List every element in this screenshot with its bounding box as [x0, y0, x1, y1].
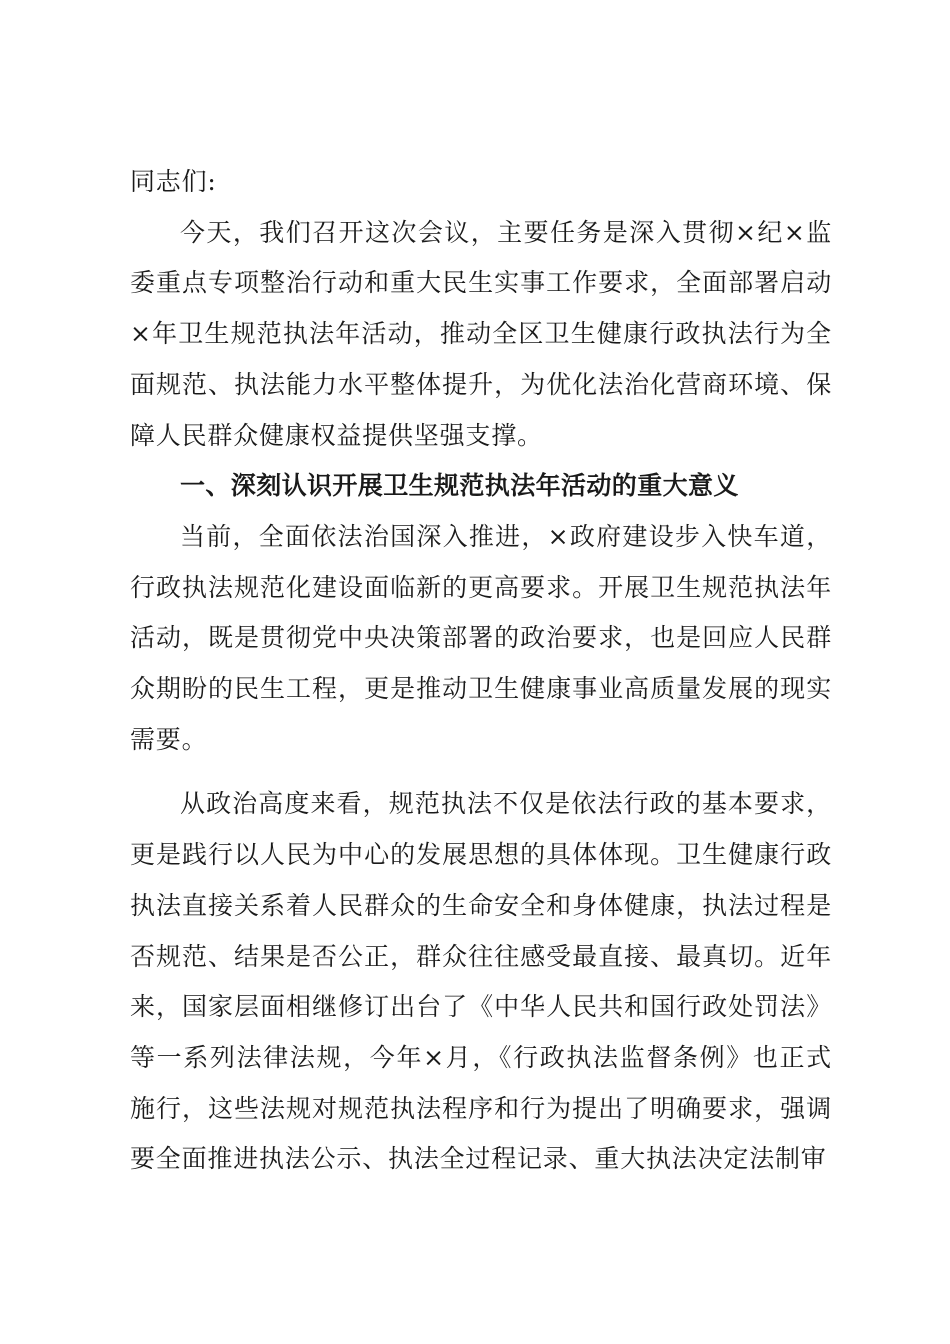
section-paragraph-2: 从政治高度来看，规范执法不仅是依法行政的基本要求，更是践行以人民为中心的发展思想的具体体现。卫生健康行政执法直接关系着人民群众的生命安全和身体健康，执法过程是否规范、结果是否公正，群众往往感受最直接、最真切。近年来，国家层面相继修订出台了《中华人民共和国行政处罚法》等一系列法律法规，今年×月，《行政执法监督条例》也正式施行，这些法规对规范执法程序和行为提出了明确要求，强调要全面推进执法公示、执法全过程记录、重大执法决定法制审 [130, 789, 832, 1174]
section-paragraph-1: 当前，全面依法治国深入推进，×政府建设步入快车道，行政执法规范化建设面临新的更高要求。开展卫生规范执法年活动，既是贯彻党中央决策部署的政治要求，也是回应人民群众期盼的民生工程，更是推动卫生健康事业高质量发展的现实需要。 [130, 521, 832, 754]
document-page [130, 157, 832, 1185]
intro-paragraph: 今天，我们召开这次会议，主要任务是深入贯彻×纪×监委重点专项整治行动和重大民生实事工作要求，全面部署启动×年卫生规范执法年活动，推动全区卫生健康行政执法行为全面规范、执法能力水平整体提升，为优化法治化营商环境、保障人民群众健康权益提供坚强支撑。 [130, 217, 832, 450]
section-heading: 一、深刻认识开展卫生规范执法年活动的重大意义 [180, 471, 739, 501]
salutation: 同志们: [130, 167, 217, 196]
